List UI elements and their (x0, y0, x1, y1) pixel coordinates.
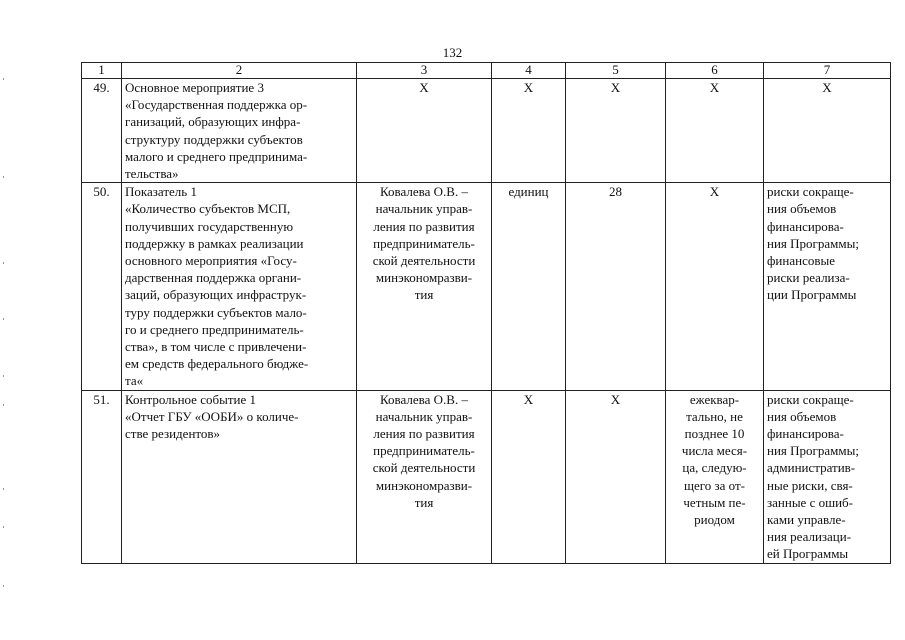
column-header: 2 (122, 63, 357, 79)
table-row (82, 183, 891, 390)
row-risks: риски сокраще- ния объемов финансирова- ния Программы; административ- ные риски, свя- занные с ошиб- ками управле- ния реализаци- ей Программы (764, 390, 891, 563)
row-number: 49. (82, 79, 122, 183)
row-responsible: Х (357, 79, 492, 183)
column-header: 1 (82, 63, 122, 79)
column-header: 7 (764, 63, 891, 79)
row-deadline: ежеквар- тально, не позднее 10 числа меся- ца, следую- щего за от- четным пе- риодом (666, 390, 764, 563)
row-unit: единиц (492, 183, 566, 390)
header-row (82, 63, 891, 79)
row-deadline: Х (666, 183, 764, 390)
row-number: 51. (82, 390, 122, 563)
row-risks: риски сокраще- ния объемов финансирова- ния Программы; финансовые риски реализа- ции Программы (764, 183, 891, 390)
row-description: Показатель 1 «Количество субъектов МСП, получивших государственную поддержку в рамках реализации основного мероприятия «Госу- дарственная поддержка органи- заций, образующих инфраструк- туру поддержки субъектов мало- го и среднего предприниматель- ства», в том числе с привлечени- ем средств федерального бюдже- та« (122, 183, 357, 390)
row-value: Х (566, 390, 666, 563)
row-risks: Х (764, 79, 891, 183)
row-value: Х (566, 79, 666, 183)
row-number: 50. (82, 183, 122, 390)
row-responsible: Ковалева О.В. – начальник управ- ления по развития предприниматель- ской деятельности минэкономразви- тия (357, 183, 492, 390)
table-row (82, 390, 891, 563)
row-unit: Х (492, 79, 566, 183)
row-value: 28 (566, 183, 666, 390)
column-header: 5 (566, 63, 666, 79)
column-header: 6 (666, 63, 764, 79)
row-responsible: Ковалева О.В. – начальник управ- ления по развития предприниматель- ской деятельности минэкономразви- тия (357, 390, 492, 563)
row-description: Основное мероприятие 3 «Государственная поддержка ор- ганизаций, образующих инфра- структуру поддержки субъектов малого и среднего предпринима- тельства» (122, 79, 357, 183)
row-description: Контрольное событие 1 «Отчет ГБУ «ООБИ» о количе- стве резидентов» (122, 390, 357, 563)
program-table (81, 62, 891, 564)
table-row (82, 79, 891, 183)
row-deadline: Х (666, 79, 764, 183)
column-header: 3 (357, 63, 492, 79)
page-number: 132 (442, 45, 463, 60)
row-unit: Х (492, 390, 566, 563)
column-header: 4 (492, 63, 566, 79)
